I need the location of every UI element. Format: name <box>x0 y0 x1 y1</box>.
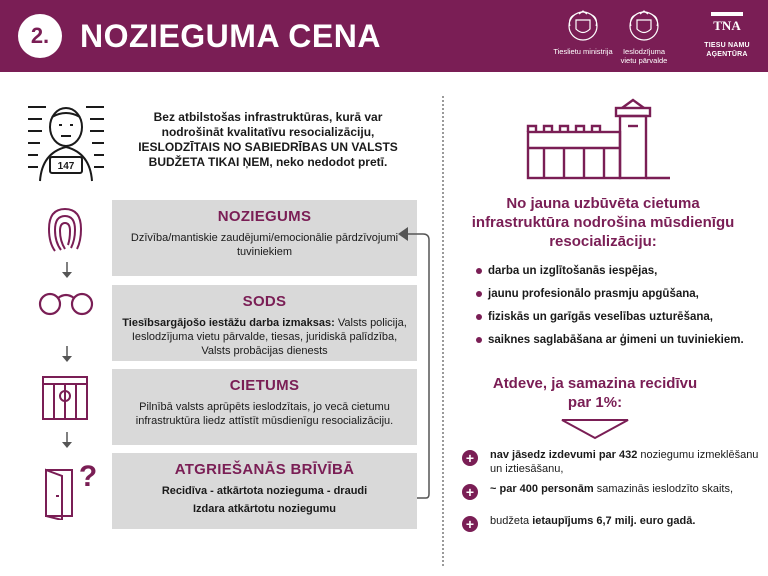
down-triangle-icon <box>560 418 630 440</box>
return-text <box>490 448 760 476</box>
return-bold: nav jāsedz izdevumi par 432 <box>490 449 638 461</box>
flow-title-release: ATGRIEŠANĀS BRĪVĪBĀ <box>174 461 355 478</box>
benefit-item: fiziskās un garīgās veselības uzturēšana, <box>474 310 754 324</box>
return-pre: budžeta <box>490 515 533 527</box>
intro-line-2: nodrošināt kvalitatīvu resocializāciju, <box>161 125 375 139</box>
prison-building-icon <box>524 96 674 182</box>
flow-title-crime: NOZIEGUMS <box>217 208 312 225</box>
flow-text-prison: Pilnībā valsts aprūpēts ieslodzītais, jo vecā cietumu infrastruktūra liedz attīstīt mūsdienīgu resocializāciju. <box>135 401 394 427</box>
benefit-item: saiknes saglabāšana ar ģimeni un tuviniekiem. <box>474 333 754 347</box>
intro-line-3: IESLODZĪTAIS NO SABIEDRĪBAS UN VALSTS <box>138 140 398 154</box>
plus-icon: + <box>462 484 478 500</box>
flow-box-punishment <box>112 285 417 361</box>
question-mark: ? <box>78 460 98 493</box>
plus-icon: + <box>462 450 478 466</box>
fingerprint-icon <box>40 203 90 257</box>
flow-rest-punishment: Valsts policija, Ieslodzījuma vietu pārvalde, tiesas, juridiskā palīdzība, Valsts probācijas dienests <box>131 317 407 357</box>
benefit-item: jaunu profesionālo prasmju apgūšana, <box>474 287 754 301</box>
return-heading: Atdeve, ja samazina recidīvu par 1%: <box>492 375 698 411</box>
prisons-logo-label-2: vietu pārvalde <box>620 56 668 65</box>
ministry-logo[interactable] <box>548 8 618 56</box>
header-banner <box>0 0 768 72</box>
open-door-question-icon <box>40 456 102 520</box>
benefit-item: darba un izglītošanās iespējas, <box>474 264 754 278</box>
flow-text-release-2: Izdara atkārtotu noziegumu <box>192 503 337 515</box>
return-text <box>490 482 760 496</box>
badge-number: 147 <box>57 161 75 172</box>
ministry-coat-of-arms-icon <box>565 8 601 44</box>
infrastructure-heading: No jauna uzbūvēta cietuma infrastruktūra nodrošina mūsdienīgu resocializāciju: <box>471 195 735 250</box>
return-bold: ietaupījums 6,7 milj. euro gadā. <box>532 515 696 527</box>
section-number: 2. <box>18 14 62 58</box>
jail-cell-icon <box>40 374 90 422</box>
tna-logo-label: TIESU NAMU AĢENTŪRA <box>704 42 750 58</box>
flow-box-release <box>112 453 417 529</box>
down-arrow-2-icon <box>62 346 72 362</box>
prisons-logo-label-1: Ieslodzījuma <box>622 47 666 56</box>
flow-text-punishment <box>122 316 407 358</box>
return-bold: ~ par 400 personām <box>490 483 594 495</box>
flow-bold-punishment: Tiesībsargājošo iestāžu darba izmaksas: <box>122 317 335 329</box>
ministry-logo-label: Tieslietu ministrija <box>553 47 613 56</box>
flow-box-crime <box>112 200 417 276</box>
return-rest: samazinās ieslodzīto skaits, <box>593 483 734 495</box>
column-divider <box>442 96 444 566</box>
page-title: NOZIEGUMA CENA <box>80 18 381 54</box>
down-arrow-1-icon <box>62 262 72 278</box>
prisons-logo[interactable] <box>616 8 672 65</box>
intro-line-1: Bez atbilstošas infrastruktūras, kurā var <box>153 110 383 124</box>
return-rest: noziegumu izmeklēšanu un iztiesāšanu, <box>490 449 759 475</box>
down-arrow-3-icon <box>62 432 72 448</box>
benefits-list <box>474 264 754 356</box>
flow-title-prison: CIETUMS <box>229 377 300 394</box>
intro-text <box>118 110 418 170</box>
tna-building-icon <box>707 8 747 38</box>
return-text <box>490 514 760 528</box>
intro-line-4: BUDŽETA TIKAI ŅEM, neko nedodot pretī. <box>148 155 388 169</box>
plus-icon: + <box>462 516 478 532</box>
flow-text-crime: Dzīvība/mantiskie zaudējumi/emocionālie pārdzīvojumi tuviniekiem <box>130 232 399 258</box>
tna-short-text: TNA <box>713 18 741 33</box>
flow-text-release-1: Recidīva - atkārtota nozieguma - draudi <box>161 485 368 497</box>
flow-box-prison <box>112 369 417 445</box>
flow-title-punishment: SODS <box>242 293 287 310</box>
tna-logo[interactable] <box>692 8 762 59</box>
recidivism-loop-arrow-icon <box>396 220 432 510</box>
prisoner-mugshot-icon <box>28 103 104 183</box>
handcuffs-icon <box>36 286 96 324</box>
prisons-coat-of-arms-icon <box>626 8 662 44</box>
